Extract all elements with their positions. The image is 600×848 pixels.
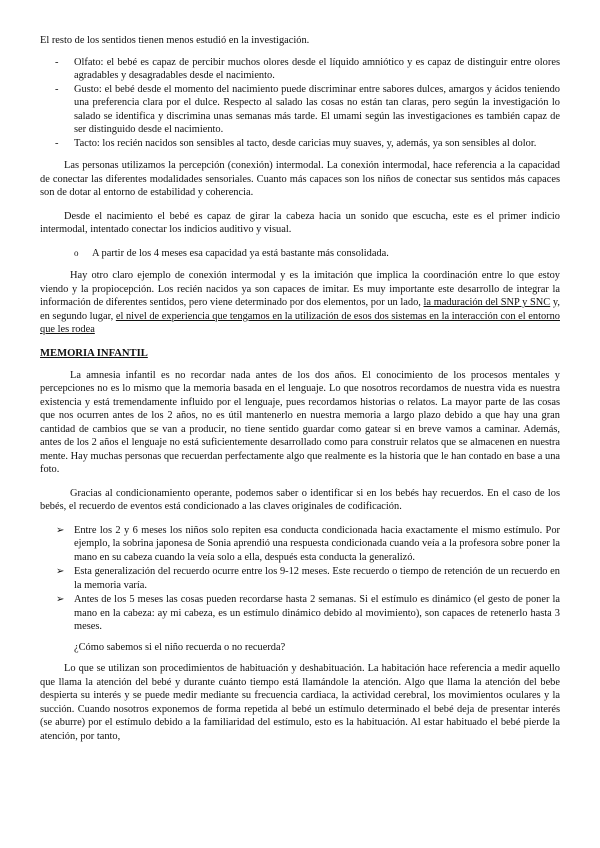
amnesia-paragraph: La amnesia infantil es no recordar nada antes de los dos años. El conocimiento de los procesos mentales y percepciones no es lo mismo que la memoria basada en el lenguaje. Lo que nosotros recordamos de nuestra vida es nuestra existencia y está tremendamente influido por el lenguaje, pues recordamos historias o relatos. La mayor parte de las cosas que nos ocurren antes de los 2 años, no es útil mantenerlo en nuestra memoria a largo plazo debido a que hay una gran cantidad de cambios que se van a producir, no tiene sentido guardar como gatear si en breve vamos a caminar. Además, antes de los 2 años el lenguaje no está suficientemente desarrollado como para construir relatos que se almacenen en nuestra mente. Hay muchas personas que recuerdan perfectamente algo que realmente es la historia que le han contado en base a una foto. [40,369,560,476]
list-item-text: Esta generalización del recuerdo ocurre entre los 9-12 meses. Este recuerdo o tiempo de retención de un recuerdo en la memoria varía. [74,566,560,591]
list-item [40,524,560,565]
question-line: ¿Cómo sabemos si el niño recuerda o no recuerda? [74,641,286,653]
list-item [40,593,560,634]
imitation-paragraph [40,269,560,337]
intermodal-paragraph: Las personas utilizamos la percepción (conexión) intermodal. La conexión intermodal, hace referencia a la capacidad de conectar las diferentes modalidades sensoriales. Cuanto más capaces son los niños de conectar sus sentidos más capaces son de dotar al entorno de estabilidad y coherencia. [40,160,560,199]
dash-marker: - [55,83,59,95]
imitation-text-2: y, en segundo lugar, [40,297,560,322]
list-item-text: Olfato: el bebé es capaz de percibir muchos olores desde el líquido amniótico y es capaz de distinguir entre olores agradables y desagradables desde el nacimiento. [74,56,560,82]
imitation-underline-2: el nivel de experiencia que tengamos en la utilización de esos dos sistemas en la interacción con el entorno que les rodea [40,310,560,336]
list-item [40,565,560,592]
section-heading: MEMORIA INFANTIL [40,347,148,359]
dash-marker: - [55,137,59,149]
habituation-paragraph: Lo que se utilizan son procedimientos de habituación y deshabituación. La habitación hace referencia a medir aquello que llama la atención del bebé y durante cuánto tiempo está llamándole la atención. Algo que llama la atención del bebe despierta su interés y se puede medir mediante su frecuencia cardiaca, la actividad cerebral, los movimientos oculares y la succión. Cuando nosotros exponemos de forma repetida al bebé un estímulo determinado el bebé deja de presentar interés (se aburre) por el estímulo debido a la familiaridad del estímulo, esto es la habituación. Al estar habituado el bebé pierde la atención, por tanto, [40,663,560,742]
circle-bullet-icon: o [74,247,79,258]
list-item [40,137,560,151]
sub-bullet-list [40,247,560,261]
dash-marker: - [55,56,59,68]
list-item [40,83,560,137]
senses-list [40,56,560,151]
list-item-text: Antes de los 5 meses las cosas pueden recordarse hasta 2 semanas. Si el estímulo es dinámico (el gesto de poner la mano en la cabeza: ay mi cabeza, es un estímulo dinámico debido al movimiento), son capaces de retenerlo hasta 3 meses. [74,594,560,633]
list-item [40,56,560,83]
conditioning-paragraph: Gracias al condicionamiento operante, podemos saber o identificar si en los bebés hay recuerdos. En el caso de los bebés, el recuerdo de eventos está condicionado a las claves originales de codificación. [40,487,560,513]
arrow-bullet-icon: ➢ [56,566,65,578]
imitation-text-1: Hay otro claro ejemplo de conexión intermodal y es la imitación que implica la coordinación entre lo que estoy viendo y la propiocepción. Los recién nacidos ya son capaces de imitar. Es muy importante este desarrollo de integrar la información de diferentes sentidos, pero viene determinado por dos elementos, por un lado, [40,270,560,309]
arrow-bullet-icon: ➢ [56,524,65,536]
memory-points-list [40,524,560,634]
intro-paragraph: El resto de los sentidos tienen menos estudió en la investigación. [40,35,310,46]
imitation-underline-1: la maduración del SNP y SNC [423,297,551,309]
arrow-bullet-icon: ➢ [56,594,65,606]
list-item [40,247,560,261]
head-turn-paragraph: Desde el nacimiento el bebé es capaz de girar la cabeza hacia un sonido que escucha, este es el primer indicio intermodal, intentado conectar los indicios auditivo y visual. [40,210,560,236]
list-item-text: Gusto: el bebé desde el momento del nacimiento puede discriminar entre sabores dulces, amargos y ácidos teniendo una preferencia clara por el dulce. Respecto al salado las cosas no están tan claras, pero según la investigación lo salado se identifica y discrimina unas semanas más tarde. El umami según las investigaciones es también capaz de ser distinguido desde el nacimiento. [74,83,560,136]
list-item-text: A partir de los 4 meses esa capacidad ya está bastante más consolidada. [92,247,389,259]
list-item-text: Tacto: los recién nacidos son sensibles al tacto, desde caricias muy suaves, y, además, ya son sensibles al dolor. [74,137,537,149]
list-item-text: Entre los 2 y 6 meses los niños solo repiten esa conducta condicionada hacia exactamente el mismo estímulo. Por ejemplo, la sobrina japonesa de Sonia aprendió una respuesta condicionada cuando veía a la profesora sobre poner la mano en su cabeza cuando la veía solo a ella, después esta conducta la generalizó. [74,524,560,563]
